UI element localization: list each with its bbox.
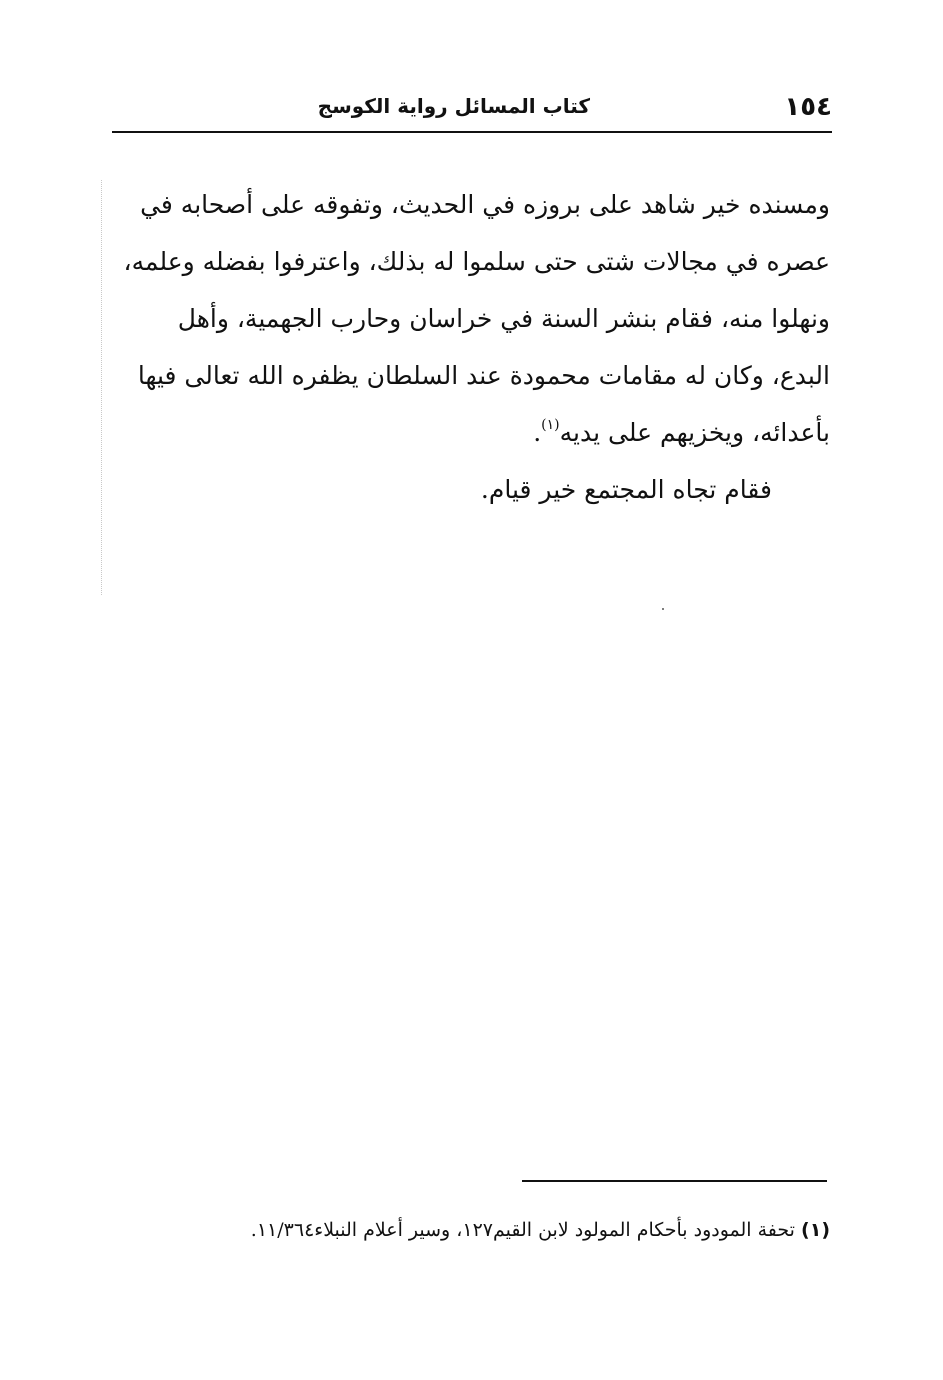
paragraph-text: ومسنده خير شاهد على بروزه في الحديث، وتفوقه على أصحابه في عصره في مجالات شتى حتى سلموا له بذلك، واعترفوا بفضله وعلمه، ونهلوا منه، فقام بنشر السنة في خراسان وحارب الجهمية، وأهل البدع، وكان له مقامات محمودة عند السلطان يظفره الله تعالى فيها بأعدائه، ويخزيهم على يديه — [123, 190, 830, 447]
book-title: كتاب المسائل رواية الكوسج — [317, 94, 590, 118]
paragraph: فقام تجاه المجتمع خير قيام. — [480, 475, 772, 504]
header-rule — [112, 131, 832, 133]
footnote-text: تحفة المودود بأحكام المولود لابن القيم١٢٧، وسير أعلام النبلاء١١/٣٦٤. — [250, 1219, 795, 1241]
running-header — [112, 88, 832, 128]
footnote-reference: (١) — [541, 417, 560, 433]
paragraph — [112, 176, 830, 461]
scan-margin-mark — [101, 180, 103, 595]
footnote-marker: (١) — [801, 1219, 830, 1241]
footnote-rule — [522, 1180, 827, 1182]
body-text — [112, 176, 830, 518]
page-number: ١٥٤ — [784, 92, 832, 122]
scan-speck — [662, 608, 664, 610]
footnote — [150, 1214, 830, 1246]
paragraph-end: . — [533, 418, 542, 447]
